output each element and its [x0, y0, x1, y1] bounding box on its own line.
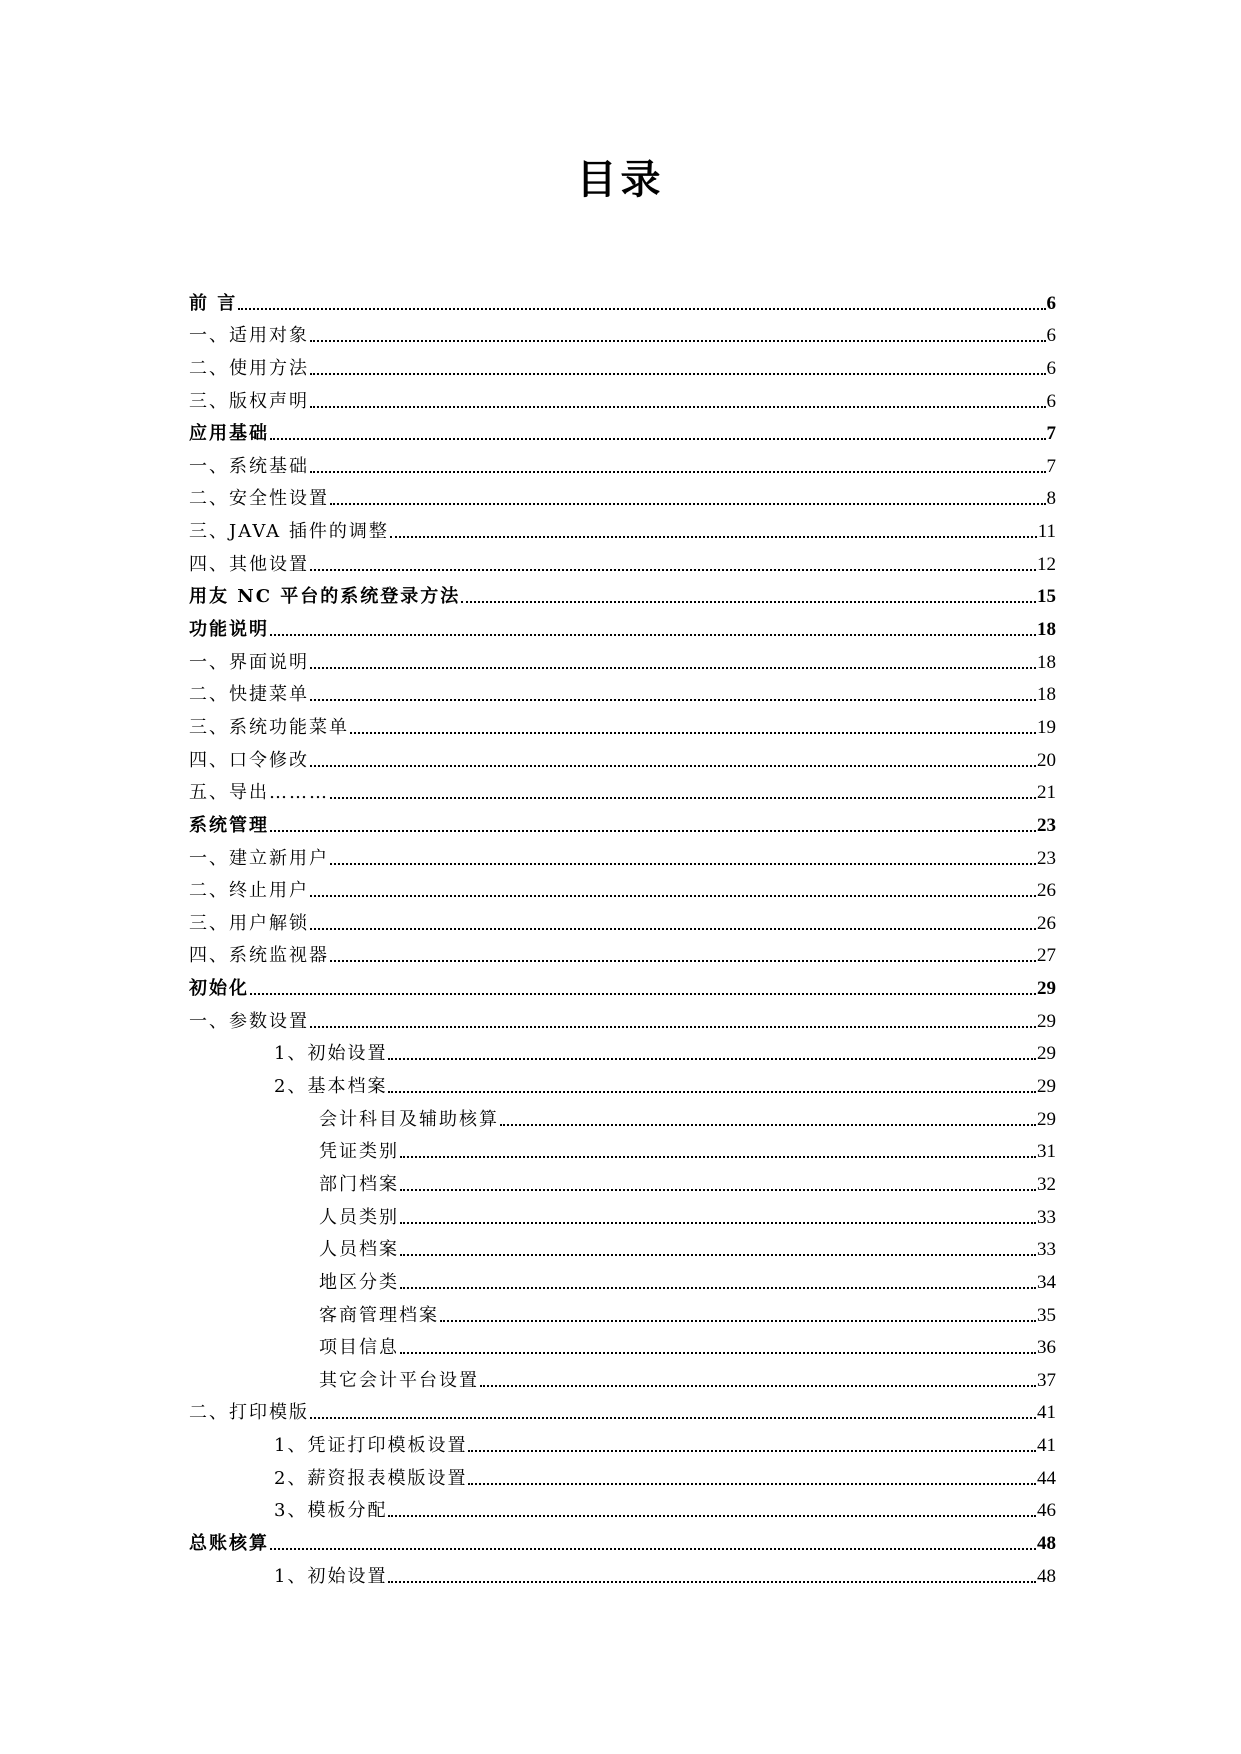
toc-entry-label: 其它会计平台设置: [319, 1369, 479, 1391]
toc-entry-label: 四、其他设置: [189, 553, 309, 575]
toc-dot-leader: [330, 503, 1046, 505]
toc-page-number: 29: [1037, 1076, 1056, 1098]
toc-page-number: 6: [1046, 357, 1056, 379]
toc-page-number: 6: [1046, 325, 1056, 347]
toc-entry[interactable]: [189, 739, 1056, 772]
toc-chapter-entry[interactable]: [189, 967, 1056, 1000]
toc-page-number: 34: [1037, 1271, 1056, 1293]
toc-entry-label: 人员类别: [319, 1206, 399, 1228]
toc-chapter-entry[interactable]: [189, 413, 1056, 446]
toc-page-number: 48: [1037, 1532, 1056, 1554]
toc-entry[interactable]: [189, 445, 1056, 478]
toc-chapter-entry[interactable]: [189, 282, 1056, 315]
toc-dot-leader: [310, 765, 1036, 767]
toc-page-number: 31: [1037, 1141, 1056, 1163]
toc-dot-leader: [310, 569, 1036, 571]
toc-entry-label: 四、系统监视器: [189, 945, 329, 967]
toc-page-number: 37: [1037, 1369, 1056, 1391]
toc-entry[interactable]: [189, 315, 1056, 348]
table-of-contents: [189, 282, 1056, 1588]
toc-entry[interactable]: [189, 706, 1056, 739]
toc-entry-label: 二、使用方法: [189, 357, 309, 379]
toc-dot-leader: [480, 1385, 1036, 1387]
toc-chapter-entry[interactable]: [189, 1522, 1056, 1555]
toc-entry-label: 1、初始设置: [274, 1565, 388, 1587]
toc-dot-leader: [388, 1515, 1036, 1517]
toc-entry[interactable]: [189, 543, 1056, 576]
toc-entry-label: 总账核算: [189, 1532, 269, 1554]
toc-entry[interactable]: [189, 380, 1056, 413]
toc-page-number: 8: [1046, 488, 1056, 510]
toc-page-number: 23: [1037, 847, 1056, 869]
toc-entry-label: 人员档案: [319, 1239, 399, 1261]
toc-dot-leader: [400, 1156, 1036, 1158]
toc-page-number: 27: [1037, 945, 1056, 967]
toc-page-number: 29: [1037, 1010, 1056, 1032]
toc-page-number: 18: [1037, 684, 1056, 706]
toc-page-number: 18: [1037, 619, 1056, 641]
toc-entry[interactable]: [189, 772, 1056, 805]
toc-page-number: 29: [1037, 978, 1056, 1000]
toc-dot-leader: [400, 1254, 1036, 1256]
toc-entry-label: 2、基本档案: [274, 1076, 388, 1098]
toc-dot-leader: [310, 895, 1036, 897]
toc-page-number: 26: [1037, 912, 1056, 934]
toc-entry-label: 1、凭证打印模板设置: [274, 1435, 468, 1457]
toc-entry-label: 应用基础: [189, 423, 269, 445]
toc-entry-label: 用友 NC 平台的系统登录方法: [189, 586, 461, 608]
toc-entry-label: 一、适用对象: [189, 325, 309, 347]
toc-page-number: 19: [1037, 716, 1056, 738]
toc-entry[interactable]: [189, 1457, 1056, 1490]
toc-page-number: 35: [1037, 1304, 1056, 1326]
toc-entry[interactable]: [189, 1359, 1056, 1392]
toc-page-number: 12: [1037, 553, 1056, 575]
toc-page-number: 7: [1046, 455, 1056, 477]
toc-dot-leader: [468, 1450, 1036, 1452]
toc-entry-label: 一、参数设置: [189, 1010, 309, 1032]
toc-page-number: 44: [1037, 1467, 1056, 1489]
toc-entry-label: 一、界面说明: [189, 651, 309, 673]
toc-page-number: 41: [1037, 1435, 1056, 1457]
toc-entry[interactable]: [189, 1196, 1056, 1229]
toc-dot-leader: [270, 1548, 1036, 1550]
toc-dot-leader: [400, 1352, 1036, 1354]
toc-page-number: 48: [1037, 1565, 1056, 1587]
toc-entry[interactable]: [189, 837, 1056, 870]
toc-entry[interactable]: [189, 935, 1056, 968]
toc-page-number: 21: [1037, 782, 1056, 804]
toc-dot-leader: [310, 667, 1036, 669]
toc-page-number: 33: [1037, 1206, 1056, 1228]
toc-entry[interactable]: [189, 641, 1056, 674]
toc-entry-label: 部门档案: [319, 1173, 399, 1195]
toc-entry[interactable]: [189, 870, 1056, 903]
toc-entry-label: 五、导出………: [189, 782, 329, 804]
toc-dot-leader: [270, 830, 1036, 832]
toc-page-number: 6: [1046, 292, 1056, 314]
toc-entry-label: 一、建立新用户: [189, 847, 329, 869]
toc-chapter-entry[interactable]: [189, 608, 1056, 641]
toc-entry-label: 系统管理: [189, 814, 269, 836]
toc-entry-label: 前 言: [189, 292, 238, 314]
toc-dot-leader: [400, 1222, 1036, 1224]
toc-dot-leader: [350, 732, 1036, 734]
toc-dot-leader: [310, 928, 1036, 930]
toc-page-number: 46: [1037, 1500, 1056, 1522]
toc-entry-label: 三、JAVA 插件的调整: [189, 521, 389, 543]
toc-dot-leader: [400, 1287, 1036, 1289]
toc-page-number: 18: [1037, 651, 1056, 673]
toc-dot-leader: [461, 601, 1036, 603]
page-title: 目录: [576, 156, 665, 203]
toc-entry[interactable]: [189, 1033, 1056, 1066]
toc-entry[interactable]: [189, 347, 1056, 380]
toc-dot-leader: [310, 699, 1036, 701]
toc-page-number: 29: [1037, 1043, 1056, 1065]
toc-entry-label: 二、打印模版: [189, 1402, 309, 1424]
toc-dot-leader: [388, 1058, 1036, 1060]
toc-entry[interactable]: [189, 510, 1056, 543]
toc-dot-leader: [310, 340, 1046, 342]
toc-page-number: 26: [1037, 880, 1056, 902]
toc-entry[interactable]: [189, 1065, 1056, 1098]
toc-page-number: 33: [1037, 1239, 1056, 1261]
toc-dot-leader: [310, 1026, 1036, 1028]
toc-entry-label: 三、用户解锁: [189, 912, 309, 934]
toc-page-number: 15: [1037, 586, 1056, 608]
toc-entry-label: 凭证类别: [319, 1141, 399, 1163]
toc-entry[interactable]: [189, 1098, 1056, 1131]
toc-entry-label: 二、快捷菜单: [189, 684, 309, 706]
toc-entry[interactable]: [189, 674, 1056, 707]
toc-entry-label: 2、薪资报表模版设置: [274, 1467, 468, 1489]
toc-page-number: 41: [1037, 1402, 1056, 1424]
toc-entry[interactable]: [189, 1163, 1056, 1196]
toc-page-number: 32: [1037, 1173, 1056, 1195]
toc-dot-leader: [310, 1417, 1036, 1419]
toc-entry[interactable]: [189, 1392, 1056, 1425]
toc-entry[interactable]: [189, 1424, 1056, 1457]
toc-dot-leader: [270, 438, 1046, 440]
toc-page-number: 6: [1046, 390, 1056, 412]
toc-page-number: 29: [1037, 1108, 1056, 1130]
toc-entry-label: 项目信息: [319, 1337, 399, 1359]
toc-dot-leader: [270, 634, 1036, 636]
toc-dot-leader: [238, 308, 1045, 310]
toc-entry-label: 三、版权声明: [189, 390, 309, 412]
toc-page-number: 11: [1037, 521, 1056, 543]
toc-page-number: 23: [1037, 814, 1056, 836]
toc-entry-label: 初始化: [189, 978, 249, 1000]
toc-dot-leader: [310, 471, 1046, 473]
toc-page-number: 36: [1037, 1337, 1056, 1359]
toc-entry-label: 会计科目及辅助核算: [319, 1108, 499, 1130]
toc-entry[interactable]: [189, 1555, 1056, 1588]
toc-dot-leader: [310, 373, 1046, 375]
toc-page-number: 20: [1037, 749, 1056, 771]
toc-chapter-entry[interactable]: [189, 804, 1056, 837]
toc-dot-leader: [388, 1091, 1036, 1093]
toc-entry-label: 一、系统基础: [189, 455, 309, 477]
toc-chapter-entry[interactable]: [189, 576, 1056, 609]
toc-entry-label: 二、终止用户: [189, 880, 309, 902]
toc-page-number: 7: [1046, 423, 1056, 445]
toc-entry-label: 地区分类: [319, 1271, 399, 1293]
toc-entry[interactable]: [189, 1000, 1056, 1033]
toc-entry[interactable]: [189, 902, 1056, 935]
toc-dot-leader: [500, 1124, 1036, 1126]
toc-dot-leader: [400, 1189, 1036, 1191]
toc-entry-label: 1、初始设置: [274, 1043, 388, 1065]
toc-dot-leader: [440, 1320, 1036, 1322]
toc-entry[interactable]: [189, 1294, 1056, 1327]
toc-dot-leader: [330, 797, 1036, 799]
toc-entry[interactable]: [189, 1261, 1056, 1294]
toc-entry-label: 客商管理档案: [319, 1304, 439, 1326]
toc-entry[interactable]: [189, 478, 1056, 511]
toc-entry-label: 三、系统功能菜单: [189, 716, 349, 738]
toc-dot-leader: [330, 960, 1036, 962]
toc-entry[interactable]: [189, 1327, 1056, 1360]
toc-dot-leader: [330, 863, 1036, 865]
toc-entry-label: 二、安全性设置: [189, 488, 329, 510]
toc-entry[interactable]: [189, 1229, 1056, 1262]
toc-entry-label: 3、模板分配: [274, 1500, 388, 1522]
toc-entry[interactable]: [189, 1490, 1056, 1523]
toc-dot-leader: [468, 1483, 1036, 1485]
toc-dot-leader: [310, 406, 1046, 408]
toc-entry-label: 四、口令修改: [189, 749, 309, 771]
toc-entry-label: 功能说明: [189, 619, 269, 641]
toc-entry[interactable]: [189, 1131, 1056, 1164]
toc-dot-leader: [388, 1581, 1036, 1583]
toc-dot-leader: [250, 993, 1036, 995]
toc-dot-leader: [390, 536, 1037, 538]
